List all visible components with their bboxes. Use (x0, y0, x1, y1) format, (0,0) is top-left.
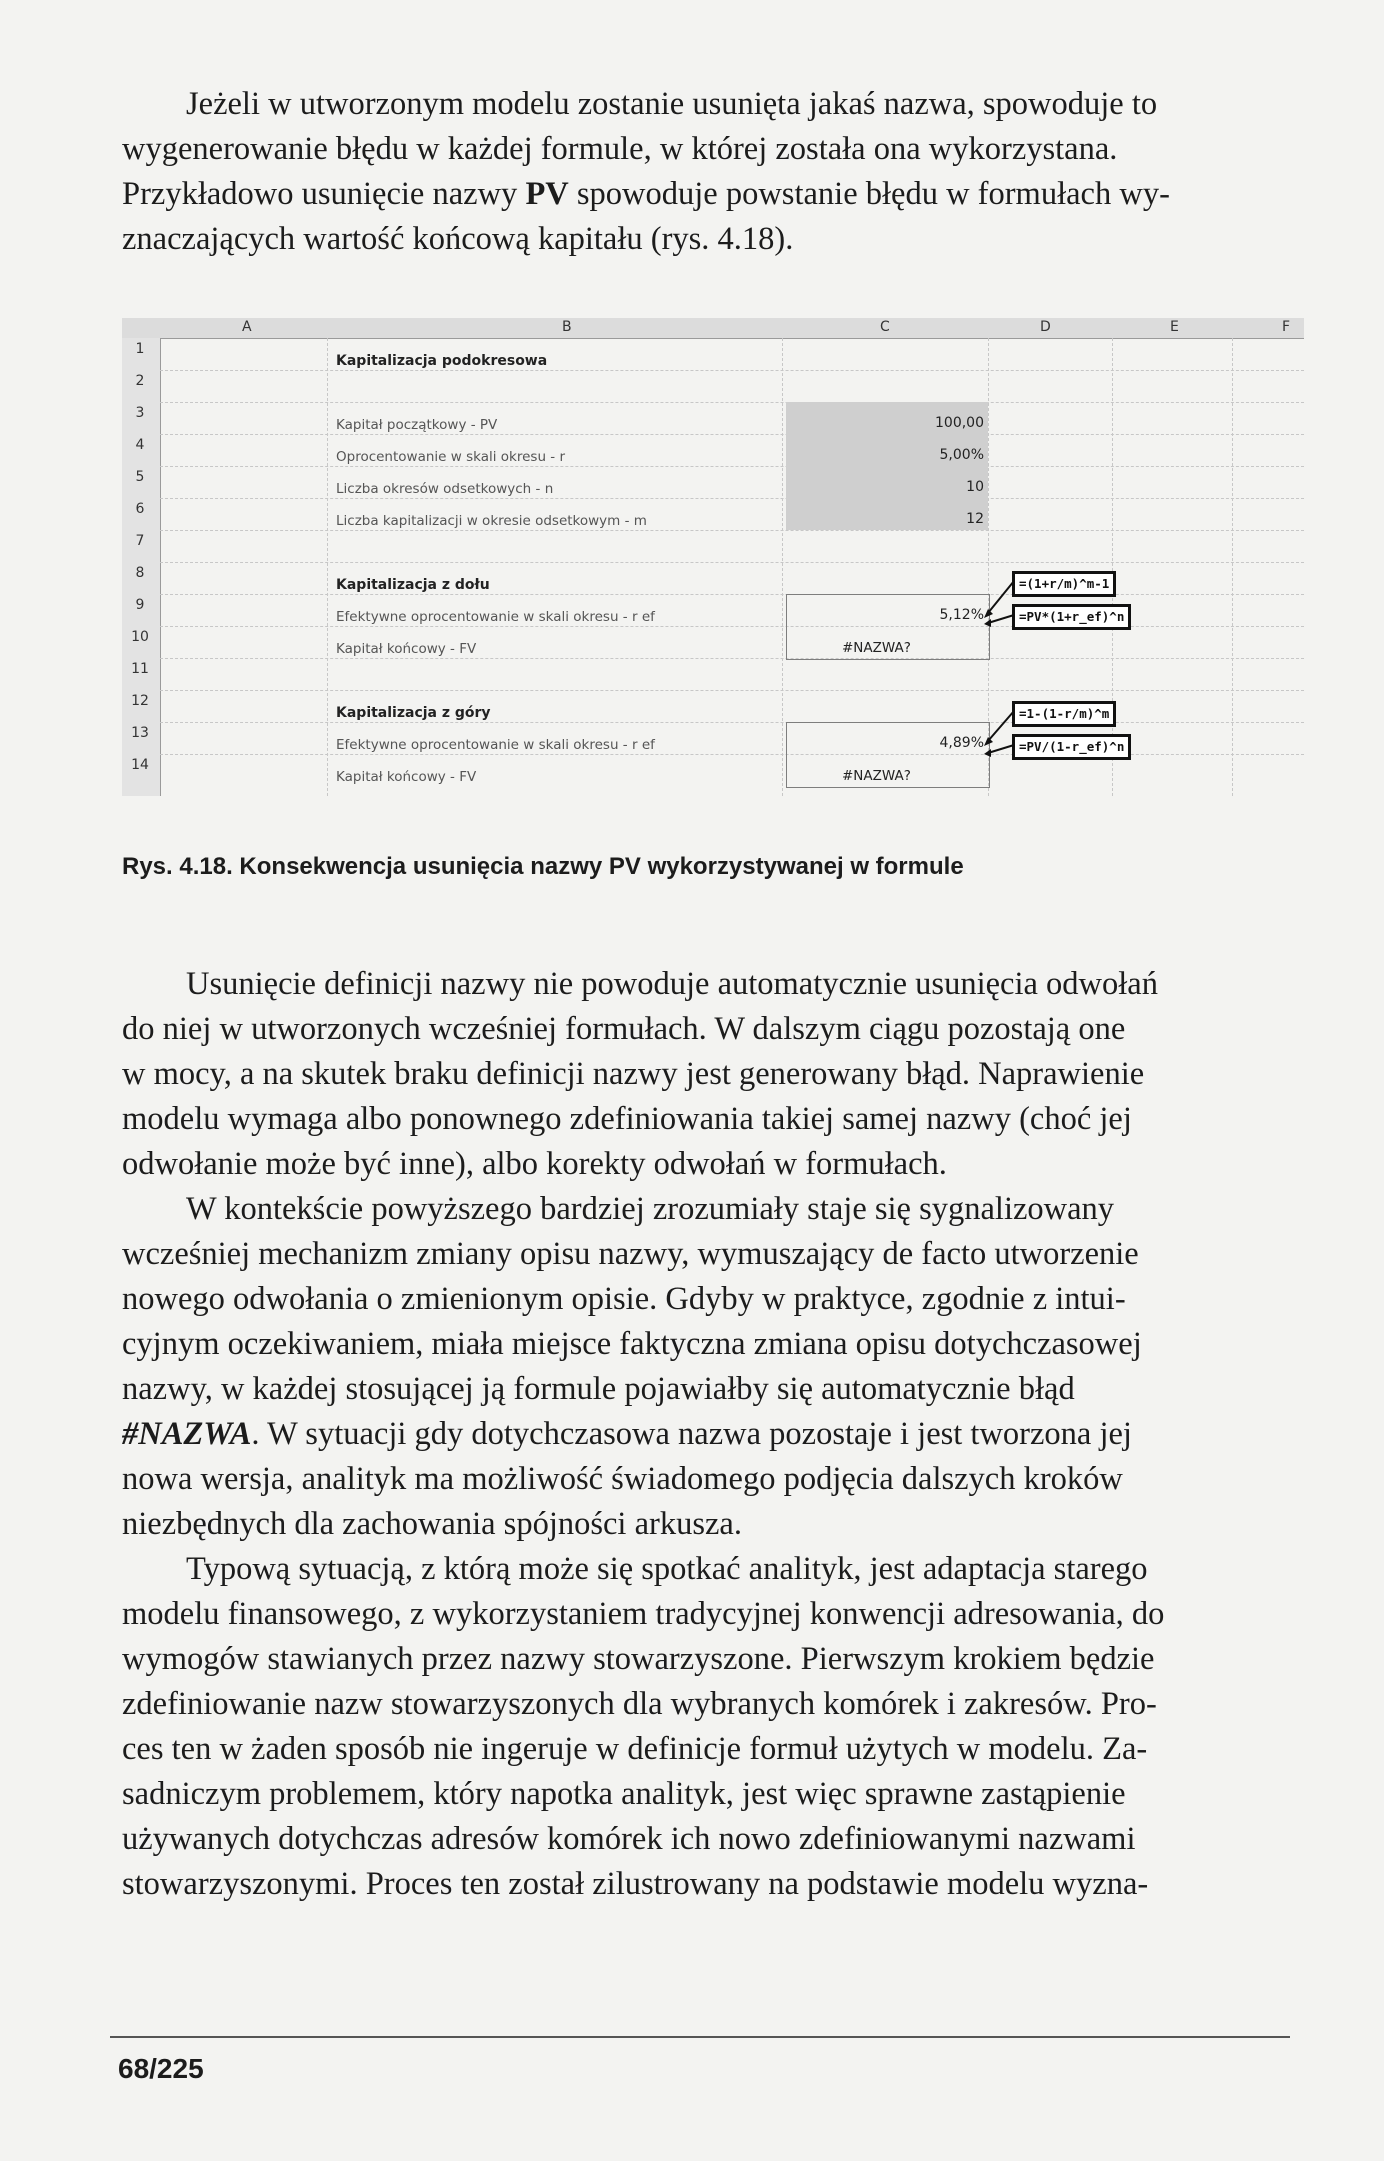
input-value: 5,00% (939, 447, 984, 463)
grid-line (160, 498, 1304, 499)
pv-keyword: PV (525, 176, 569, 212)
fv-label-up: Kapitał końcowy - FV (336, 769, 477, 785)
grid-line (160, 402, 1304, 403)
ef-label-up: Efektywne oprocentowanie w skali okresu - r ef (336, 737, 655, 753)
grid-line (160, 690, 1304, 691)
column-header-b: B (562, 319, 572, 335)
text-line: cyjnym oczekiwaniem, miała miejsce faktyczna zmiana opisu dotychczasowej (122, 1326, 1142, 1362)
text-line: ces ten w żaden sposób nie ingeruje w definicje formuł użytych w modelu. Za- (122, 1731, 1148, 1767)
row-number: 5 (135, 469, 145, 485)
text-line: W kontekście powyższego bardziej zrozumiały staje się sygnalizowany (186, 1191, 1115, 1227)
text-span: Przykładowo usunięcie nazwy (122, 176, 526, 212)
text-line: stowarzyszonymi. Proces ten został zilustrowany na podstawie modelu wyzna- (122, 1866, 1149, 1902)
section-title-down: Kapitalizacja z dołu (336, 577, 490, 593)
footer-rule (110, 2036, 1290, 2038)
input-label: Oprocentowanie w skali okresu - r (336, 449, 566, 465)
row-number: 14 (131, 757, 149, 773)
grid-line (160, 466, 1304, 467)
grid-line (1232, 338, 1233, 796)
input-label: Liczba kapitalizacji w okresie odsetkowym - m (336, 513, 647, 529)
column-header-f: F (1282, 319, 1291, 335)
page-number: 68/225 (118, 2053, 204, 2084)
row-number: 1 (135, 341, 145, 357)
input-value: 10 (966, 479, 984, 495)
grid-line (160, 658, 1304, 659)
row-number: 7 (135, 533, 145, 549)
column-header-d: D (1040, 319, 1051, 335)
grid-line (160, 722, 1304, 723)
text-line: nowego odwołania o zmienionym opisie. Gdyby w praktyce, zgodnie z intui- (122, 1281, 1126, 1317)
formula-callout: =PV*(1+r_ef)^n (1012, 604, 1131, 630)
row-number: 9 (135, 597, 145, 613)
grid-line (160, 562, 1304, 563)
text-line: niezbędnych dla zachowania spójności arkusza. (122, 1506, 742, 1542)
section-title-up: Kapitalizacja z góry (336, 705, 491, 721)
text-line: nazwy, w każdej stosującej ją formule pojawiałby się automatycznie błąd (122, 1371, 1075, 1407)
callout-arrow-icon (982, 573, 1016, 633)
grid-line (160, 626, 1304, 627)
grid-line (1112, 338, 1113, 796)
text-line: nowa wersja, analityk ma możliwość świadomego podjęcia dalszych kroków (122, 1461, 1123, 1497)
text-line: wcześniej mechanizm zmiany opisu nazwy, wymuszający de facto utworzenie (122, 1236, 1139, 1272)
formula-callout: =1-(1-r/m)^m (1012, 701, 1116, 727)
ef-value-up: 4,89% (939, 735, 984, 751)
text-line: modelu wymaga albo ponownego zdefiniowania takiej samej nazwy (choć jej (122, 1101, 1132, 1137)
grid-line (160, 754, 1304, 755)
row-number: 12 (131, 693, 149, 709)
text-line: Typową sytuacją, z którą może się spotkać analityk, jest adaptacja starego (186, 1551, 1148, 1587)
column-header-c: C (880, 319, 890, 335)
row-number: 4 (135, 437, 145, 453)
text-line: wymogów stawianych przez nazwy stowarzyszone. Pierwszym krokiem będzie (122, 1641, 1155, 1677)
figure-caption: Rys. 4.18. Konsekwencja usunięcia nazwy PV wykorzystywanej w formule (122, 853, 964, 880)
formula-callout: =PV/(1-r_ef)^n (1012, 734, 1131, 760)
text-span: spowoduje powstanie błędu w formułach wy- (568, 176, 1170, 212)
paragraph-4 (122, 1547, 1307, 1907)
sheet-title: Kapitalizacja podokresowa (336, 353, 548, 369)
ef-value-down: 5,12% (939, 607, 984, 623)
row-number: 2 (135, 373, 145, 389)
row-number: 3 (135, 405, 145, 421)
result-box-up (786, 722, 990, 788)
text-line: sadniczym problemem, który napotka analityk, jest więc sprawne zastąpienie (122, 1776, 1126, 1812)
row-number: 11 (131, 661, 149, 677)
paragraph-2 (122, 962, 1307, 1187)
fv-error-down: #NAZWA? (842, 640, 911, 656)
text-line: do niej w utworzonych wcześniej formułach. W dalszym ciągu pozostają one (122, 1011, 1126, 1047)
spreadsheet-figure (122, 318, 1304, 796)
ef-label-down: Efektywne oprocentowanie w skali okresu - r ef (336, 609, 655, 625)
input-value: 12 (966, 511, 984, 527)
grid-line (327, 338, 328, 796)
input-label: Liczba okresów odsetkowych - n (336, 481, 554, 497)
result-box-down (786, 594, 990, 660)
paragraph-3 (122, 1187, 1307, 1547)
input-label: Kapitał początkowy - PV (336, 417, 498, 433)
grid-line (160, 370, 1304, 371)
column-header-a: A (242, 319, 252, 335)
text-line: zdefiniowanie nazw stowarzyszonych dla wybranych komórek i zakresów. Pro- (122, 1686, 1157, 1722)
column-header-bar (122, 318, 1304, 339)
row-number: 6 (135, 501, 145, 517)
row-number: 8 (135, 565, 145, 581)
text-line (122, 1412, 1307, 1457)
paragraph-1 (122, 82, 1307, 262)
row-number: 10 (131, 629, 149, 645)
fv-label-down: Kapitał końcowy - FV (336, 641, 477, 657)
grid-line (160, 594, 1304, 595)
text-span: . W sytuacji gdy dotychczasowa nazwa pozostaje i jest tworzona jej (251, 1416, 1132, 1452)
text-line: używanych dotychczas adresów komórek ich nowo zdefiniowanymi nazwami (122, 1821, 1136, 1857)
text-line (122, 172, 1307, 217)
input-value: 100,00 (935, 415, 984, 431)
text-line: modelu finansowego, z wykorzystaniem tradycyjnej konwencji adresowania, do (122, 1596, 1165, 1632)
callout-arrow-icon (982, 703, 1016, 763)
formula-callout: =(1+r/m)^m-1 (1012, 571, 1116, 597)
grid-line (160, 434, 1304, 435)
column-header-e: E (1170, 319, 1179, 335)
fv-error-up: #NAZWA? (842, 768, 911, 784)
text-line: wygenerowanie błędu w każdej formule, w której została ona wykorzystana. (122, 131, 1118, 167)
error-keyword: #NAZWA (122, 1416, 252, 1452)
grid-line (160, 530, 1304, 531)
text-line: w mocy, a na skutek braku definicji nazwy jest generowany błąd. Naprawienie (122, 1056, 1145, 1092)
grid-line (782, 338, 783, 796)
text-line: znaczających wartość końcową kapitału (rys. 4.18). (122, 221, 794, 257)
text-line: Jeżeli w utworzonym modelu zostanie usunięta jakaś nazwa, spowoduje to (186, 86, 1158, 122)
row-number: 13 (131, 725, 149, 741)
row-header-bar (122, 338, 161, 796)
text-line: Usunięcie definicji nazwy nie powoduje automatycznie usunięcia odwołań (186, 966, 1158, 1002)
text-line: odwołanie może być inne), albo korekty odwołań w formułach. (122, 1146, 947, 1182)
